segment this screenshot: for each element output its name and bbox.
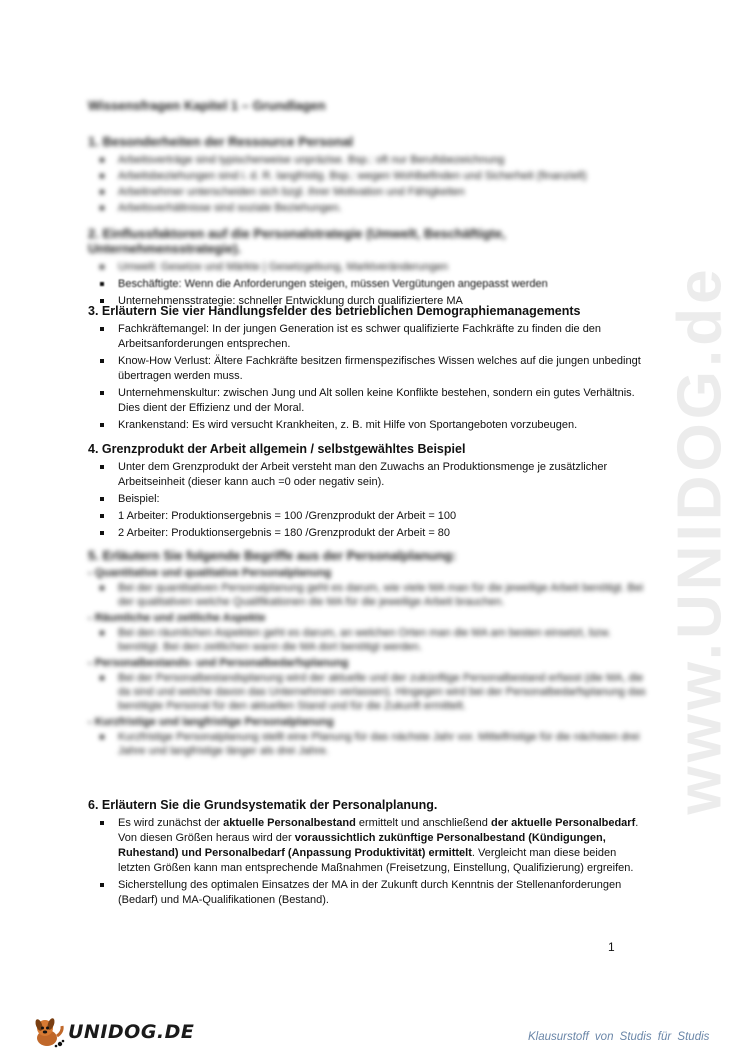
- list-item: Bei der Personalbestandsplanung wird der aktuelle und der zukünftige Personalbestand erfasst (die MA, die da sind und welche davon das Unternehmen verlassen). Hingegen wird bei der Personalbedarfsplanung das benötigte Personal für den aktuellen Stand und für die Zukunft ermittelt.: [118, 671, 648, 713]
- subsection-label: - Personalbestands- und Personalbedarfsplanung: [88, 657, 349, 669]
- list-item: Beispiel:: [118, 492, 648, 507]
- section-heading: 6. Erläutern Sie die Grundsystematik der Personalplanung.: [88, 798, 438, 812]
- text: ermittelt und anschließend: [355, 817, 491, 829]
- section-4: [88, 442, 648, 543]
- list-item: Know-How Verlust: Ältere Fachkräfte besitzen firmenspezifisches Wissen welches auf die jungen unbedingt übertragen werden muss.: [118, 354, 648, 384]
- list-item: Bei den räumlichen Aspekten geht es darum, an welchen Orten man die MA am besten einsetzt, bzw. benötigt. Bei den zeitlichen wann die MA dort benötigt werden.: [118, 626, 648, 654]
- section-6: [88, 798, 648, 910]
- list-item: [118, 816, 648, 876]
- list-item: 1 Arbeiter: Produktionsergebnis = 100 /Grenzprodukt der Arbeit = 100: [118, 509, 648, 524]
- section-3: [88, 304, 648, 435]
- section-heading: 5. Erläutern Sie folgende Begriffe aus der Personalplanung:: [88, 548, 457, 563]
- section-list: [88, 322, 648, 433]
- list-item: Fachkräftemangel: In der jungen Generation ist es schwer qualifizierte Fachkräfte zu finden die den Arbeitsanforderungen entsprechen.: [118, 322, 648, 352]
- list-item: Arbeitsbeziehungen sind i. d. R. langfristig. Bsp.: wegen Wohlbefinden und Sicherheit (finanziell): [118, 169, 648, 183]
- list-item: [118, 878, 648, 908]
- list-item: Arbeitsverträge sind typischerweise unpräzise. Bsp.: oft nur Berufsbezeichnung: [118, 153, 648, 167]
- section-list: [88, 153, 648, 215]
- section-list: [88, 671, 648, 713]
- section-heading: 3. Erläutern Sie vier Handlungsfelder des betrieblichen Demographiemanagements: [88, 304, 581, 318]
- footer-slogan: Klausurstoff von Studis für Studis: [528, 1031, 710, 1043]
- page-number: 1: [608, 940, 615, 954]
- list-item: 2 Arbeiter: Produktionsergebnis = 180 /Grenzprodukt der Arbeit = 80: [118, 526, 648, 541]
- text: Es wird zunächst der: [118, 817, 224, 829]
- bold-text: der aktuelle Personalbedarf: [490, 817, 636, 829]
- list-item: Unternehmensstrategie: schneller Entwicklung durch qualifiziertere MA: [118, 294, 648, 309]
- bold-text: aktuelle Personalbestand: [223, 817, 356, 829]
- subsection-label: - Kurzfristige und langfristige Personalplanung: [88, 716, 334, 728]
- list-item: Unternehmenskultur: zwischen Jung und Alt sollen keine Konflikte bestehen, sondern ein gutes Verhältnis. Dies dient der Effizienz und der Moral.: [118, 386, 648, 416]
- section-heading: 4. Grenzprodukt der Arbeit allgemein / selbstgewähltes Beispiel: [88, 442, 466, 456]
- section-heading: 2. Einflussfaktoren auf die Personalstrategie (Umwelt, Beschäftigte, Unternehmensstrategie).: [88, 226, 506, 256]
- section-list: [88, 460, 648, 541]
- bold-text: voraussichtlich zukünftige Personalbestand (Kündigungen, Ruhestand) und Personalbedarf (Anpassung Produktivität) ermittelt: [118, 832, 606, 859]
- section-list: [88, 730, 648, 758]
- section-heading: 1. Besonderheiten der Ressource Personal: [88, 134, 354, 149]
- section-2: [88, 226, 648, 311]
- subsection-label: - Räumliche und zeitliche Aspekte: [88, 612, 266, 624]
- section-list: [88, 816, 648, 908]
- list-item: Arbeitnehmer unterscheiden sich bzgl. ihrer Motivation und Fähigkeiten: [118, 185, 648, 199]
- section-5: [88, 548, 648, 760]
- text: . Vergleicht man diese beiden letzten Größen kann man entsprechende Maßnahmen (Freisetzung, Einstellung, Qualifizierung) ergreifen.: [118, 847, 634, 874]
- subsection-label: - Quantitative und qualitative Personalplanung: [88, 567, 332, 579]
- list-item: Kurzfristige Personalplanung stellt eine Planung für das nächste Jahr vor. Mittelfristige für die nächsten drei Jahre und langfristige länger als drei Jahre.: [118, 730, 648, 758]
- section-list: [88, 626, 648, 654]
- list-item: Unter dem Grenzprodukt der Arbeit versteht man den Zuwachs an Produktionsmenge je zusätzlicher Arbeitseinheit (dieser kann auch =0 oder negativ sein).: [118, 460, 648, 490]
- footer-logo: [30, 1014, 194, 1050]
- list-item: Umwelt: Gesetze und Märkte | Gesetzgebung, Marktveränderungen: [118, 260, 648, 275]
- text: . Von diesen Größen heraus wird der: [118, 817, 639, 844]
- section-list: [88, 581, 648, 609]
- dog-icon: [30, 1014, 66, 1050]
- document-title: Wissensfragen Kapitel 1 – Grundlagen: [88, 98, 326, 113]
- section-1: [88, 134, 648, 217]
- list-item: Beschäftigte: Wenn die Anforderungen steigen, müssen Vergütungen angepasst werden: [118, 277, 648, 292]
- list-item: Bei der quantitativen Personalplanung geht es darum, wie viele MA man für die jeweilige Arbeit benötigt. Bei der qualitativen welche Qualifikationen die MA für die jeweilige Arbeit brauchen.: [118, 581, 648, 609]
- list-item: Arbeitsverhältnisse sind soziale Beziehungen.: [118, 201, 648, 215]
- logo-text: UNIDOG.DE: [68, 1021, 195, 1043]
- section-list: [88, 260, 648, 309]
- text: Sicherstellung des optimalen Einsatzes der MA in der Zukunft durch Kenntnis der Stellenanforderungen (Bedarf) und MA-Qualifikationen (Bestand).: [118, 879, 622, 906]
- list-item: Krankenstand: Es wird versucht Krankheiten, z. B. mit Hilfe von Sportangeboten vorzubeugen.: [118, 418, 648, 433]
- watermark: www.UNIDOG.de: [665, 265, 735, 815]
